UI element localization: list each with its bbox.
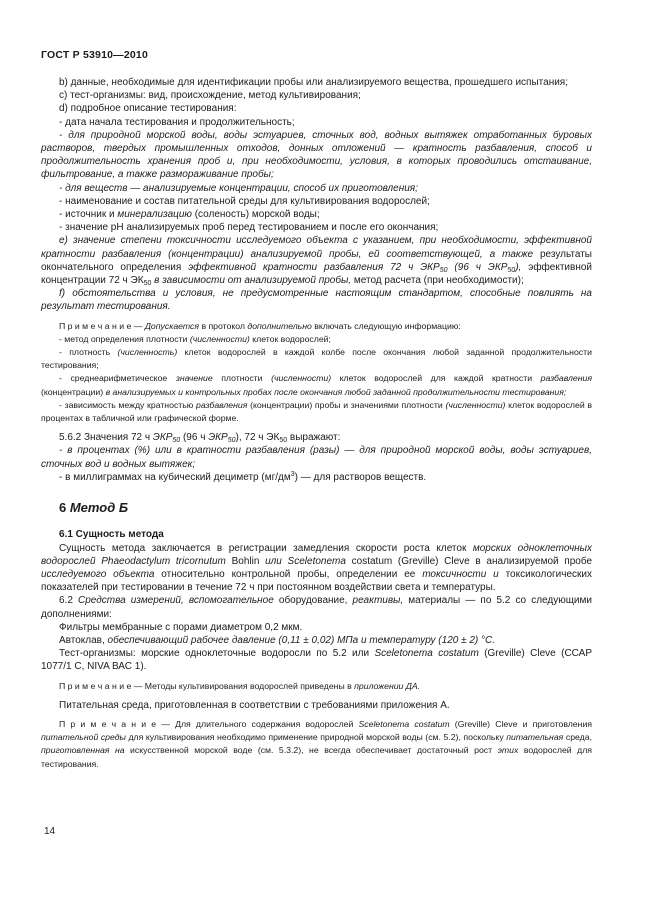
text-segment: - значение рН анализируемых проб перед тестированием и после его окончания;: [59, 222, 439, 234]
text-segment: клеток водорослей в каждой колбе после окончания любой заданной продолжительности тестирования;: [41, 347, 592, 371]
para-autoclave: [41, 634, 592, 647]
clause-5-6-2: [41, 431, 592, 444]
text-segment: 50: [172, 437, 181, 445]
text-segment: d) подробное описание тестирования:: [59, 103, 237, 115]
text-segment: Фильтры мембранные с порами диаметром 0,2 мкм.: [59, 621, 303, 633]
text-segment: для культивирования необходимо применение природной морской воды (см. 5.2), поскольку: [125, 732, 507, 743]
text-segment: (соленость) морской воды;: [191, 209, 320, 221]
text-segment: исследуемого объекта: [41, 568, 155, 580]
text-segment: приложении ДА.: [354, 680, 421, 691]
text-segment: метод расчета (при необходимости);: [351, 275, 524, 287]
text-segment: включать следующую информацию:: [311, 320, 461, 331]
text-segment: Допускается: [144, 320, 200, 331]
text-segment: разбавления: [540, 373, 592, 384]
text-segment: П р и м е ч а н и е — Методы культивирования водорослей приведены в: [59, 680, 355, 691]
text-segment: - в миллиграммах на кубический дециметр (мг/дм: [59, 471, 291, 483]
section-6-1-heading: [41, 528, 592, 541]
clause-f: [41, 287, 592, 313]
text-segment: costatum (Greville) Cleve в анализируемой пробе: [345, 555, 593, 567]
text-segment: выражают:: [287, 432, 341, 444]
item-natural-water: [41, 129, 592, 182]
text-segment: питательной среды: [41, 732, 126, 743]
text-segment: 3: [290, 470, 295, 478]
text-segment: значение: [175, 373, 213, 384]
text-segment: - зависимость между кратностью: [59, 399, 197, 410]
item-percent: [41, 444, 592, 470]
text-segment: 50: [227, 437, 236, 445]
text-segment: реактивы,: [352, 595, 404, 607]
para-membrane-filters: [41, 621, 592, 634]
text-segment: Средства измерений, вспомогательное: [77, 595, 274, 607]
text-segment: (численность): [117, 347, 178, 358]
item-substances: [41, 182, 592, 195]
text-segment: (численности): [445, 399, 506, 410]
text-segment: водорослей для тестирования.: [41, 745, 592, 769]
text-segment: плотности: [212, 373, 272, 384]
text-segment: 6.2: [59, 595, 78, 607]
text-segment: Sceletonema costatum: [374, 648, 479, 660]
note-item-2: [41, 346, 592, 372]
text-segment: (численности): [271, 373, 332, 384]
text-segment: 50: [507, 266, 516, 274]
note-item-4: [41, 399, 592, 425]
text-segment: 6.1 Сущность метода: [59, 529, 164, 541]
text-segment: - источник и: [59, 209, 118, 221]
text-segment: f) обстоятельства и условия, не предусмотренные настоящим стандартом, способные повлиять на результат тестирования.: [41, 288, 592, 313]
text-segment: ЭКР: [152, 432, 173, 444]
text-segment: в зависимости от анализируемой пробы,: [154, 275, 352, 287]
clause-c: [41, 89, 592, 102]
document-content: [41, 76, 592, 771]
text-segment: П р и м е ч а н и е — Для длительного содержания водорослей: [59, 718, 359, 729]
text-segment: относительно контрольной пробы, определении ее: [154, 568, 423, 580]
text-segment: (96 ч: [180, 432, 209, 444]
text-segment: - в процентах (%) или в кратности разбавления (разы) — для природной морской воды, воды эстуариев, сточных вод и водных вытяжек;: [41, 445, 592, 470]
text-segment: Тест-организмы: морские одноклеточные водоросли по 5.2 или: [59, 648, 375, 660]
clause-e: [41, 234, 592, 287]
text-segment: клеток водорослей для каждой кратности: [331, 373, 541, 384]
note-long-term-keeping: [41, 718, 592, 771]
text-segment: 50: [279, 437, 288, 445]
section-6-heading: [41, 501, 592, 514]
text-segment: клеток водорослей в процентах в табличной или графической форме.: [41, 399, 592, 424]
text-segment: Bohlin: [225, 555, 266, 567]
clause-6-2: [41, 594, 592, 620]
text-segment: питательная: [506, 732, 564, 743]
text-segment: П р и м е ч а н и е —: [59, 320, 145, 331]
text-segment: - наименование и состав питательной среды для культивирования водорослей;: [59, 195, 430, 207]
text-segment: ) — для растворов веществ.: [294, 471, 427, 483]
note-intro: [41, 320, 592, 333]
text-segment: эффективной кратности разбавления 72 ч ЭКР: [188, 261, 440, 273]
text-segment: или Sceletonema: [265, 555, 346, 567]
text-segment: (концентрации): [41, 386, 106, 397]
para-nutrient-medium-a: [41, 699, 592, 712]
text-segment: - дата начала тестирования и продолжительность;: [59, 116, 295, 128]
text-segment: приготовленная на: [41, 745, 125, 756]
text-segment: Метод Б: [69, 500, 129, 516]
item-nutrient-medium: [41, 195, 592, 208]
text-segment: Сущность метода заключается в регистрации замедления скорости роста клеток: [59, 542, 473, 554]
text-segment: разбавления: [196, 399, 248, 410]
document-header: ГОСТ Р 53910—2010: [41, 49, 149, 61]
text-segment: Sceletonema costatum: [358, 718, 450, 729]
page-number: 14: [44, 826, 56, 837]
text-segment: ),: [515, 261, 522, 273]
text-segment: - для природной морской воды, воды эстуариев, сточных вод, водных вытяжек отработанных буровых растворов, твердых промышленных отходов, донных отложений — кратность разбавления, способ и продолжительность хранения проб и, при необходимости, условия, в которых проводились отстаивание, фильтрование, а также размораживание пробы;: [41, 129, 592, 181]
text-segment: результаты окончательного определения: [41, 248, 592, 273]
text-segment: материалы — по 5.2 со следующими дополнениями:: [41, 595, 592, 620]
text-segment: минерализацию: [117, 209, 192, 221]
note-item-1: [41, 333, 592, 346]
text-segment: среда,: [563, 732, 592, 743]
text-segment: (Greville) Cleve и приготовления: [449, 718, 592, 729]
clause-d: [41, 102, 592, 115]
item-test-date: [41, 116, 592, 129]
text-segment: - метод определения плотности: [59, 333, 190, 344]
text-segment: обеспечивающий рабочее давление (0,11 ± 0,02) МПа и температуру (120 ± 2) °С.: [107, 634, 496, 646]
text-segment: Автоклав,: [59, 634, 108, 646]
text-segment: e) значение степени токсичности исследуемого объекта с указанием, при необходимости, эффективной кратности разбавления (концентрации) анализируемой пробы, ей соответствующей, а также: [41, 235, 592, 260]
item-water-source: [41, 208, 592, 221]
text-segment: в анализируемых и контрольных пробах после окончания любой заданной продолжительности тестирования;: [105, 386, 567, 397]
item-ph-value: [41, 221, 592, 234]
text-segment: (численности): [189, 333, 250, 344]
text-segment: искусственной морской воде (см. 5.3.2), не всегда обеспечивает достаточный рост: [124, 745, 498, 756]
note-item-3: [41, 372, 592, 398]
text-segment: токсикологических показателей при тестировании в течение 72 ч при постоянном воздействии света и температуры.: [41, 568, 592, 594]
text-segment: - для веществ — анализируемые концентрации, способ их приготовления;: [59, 182, 418, 194]
text-segment: эффективной концентрации 72 ч ЭК: [41, 261, 592, 287]
text-segment: Питательная среда, приготовленная в соответствии с требованиями приложения А.: [59, 699, 450, 711]
note-cultivation: [41, 680, 592, 693]
text-segment: этих: [497, 745, 519, 756]
text-segment: 6: [59, 500, 70, 516]
text-segment: 50: [439, 266, 448, 274]
text-segment: морских одноклеточных водорослей Phaeodactylum tricornutum: [41, 542, 592, 567]
text-segment: - плотность: [59, 347, 118, 358]
text-segment: в протокол: [199, 320, 248, 331]
text-segment: токсичности и: [422, 568, 499, 580]
item-milligrams: [41, 471, 592, 484]
para-test-organisms: [41, 647, 592, 673]
text-segment: оборудование,: [273, 595, 353, 607]
text-segment: ), 72 ч ЭК: [235, 432, 280, 444]
text-segment: 50: [143, 280, 152, 288]
text-segment: (96 ч ЭКР: [447, 261, 508, 273]
text-segment: 5.6.2 Значения 72 ч: [59, 432, 153, 444]
text-segment: (концентрации) пробы и значениями плотности: [247, 399, 446, 410]
text-segment: дополнительно: [247, 320, 312, 331]
text-segment: c) тест-организмы: вид, происхождение, метод культивирования;: [59, 90, 361, 102]
text-segment: ЭКР: [208, 432, 228, 444]
text-segment: клеток водорослей;: [249, 333, 331, 344]
para-method-essence: [41, 542, 592, 595]
text-segment: b) данные, необходимые для идентификации пробы или анализируемого вещества, прошедшего испытания;: [59, 77, 568, 88]
clause-b: [41, 76, 592, 89]
text-segment: (Greville) Cleve (ССАР 1077/1 С, NIVA ВАС 1).: [41, 648, 593, 673]
text-segment: - среднеарифметическое: [59, 373, 176, 384]
